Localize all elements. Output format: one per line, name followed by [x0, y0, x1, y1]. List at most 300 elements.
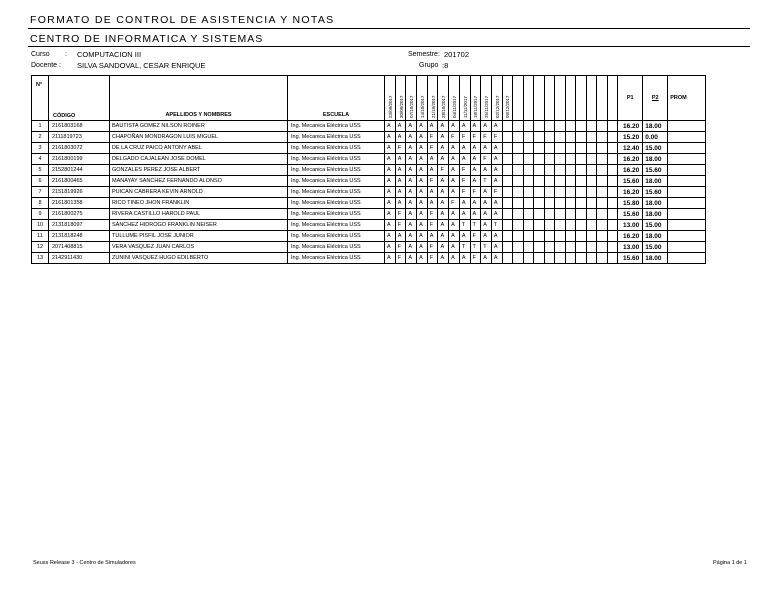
row-number: 13 [32, 253, 49, 264]
attendance-cell: A [470, 176, 481, 187]
student-school: Ing. Mecanica Eléctrica USS [288, 154, 385, 165]
subtitle-rule [28, 46, 750, 47]
curso-value: COMPUTACION III [77, 50, 142, 59]
blank-cell [513, 165, 524, 176]
attendance-cell: A [449, 220, 460, 231]
attendance-cell: A [417, 143, 428, 154]
attendance-cell: A [438, 231, 449, 242]
blank-header [607, 76, 618, 121]
attendance-cell: A [385, 231, 396, 242]
blank-cell [544, 143, 555, 154]
blank-cell [534, 198, 545, 209]
student-code: 2161801358 [49, 198, 110, 209]
blank-header [534, 76, 545, 121]
blank-cell [607, 242, 618, 253]
attendance-cell: F [427, 176, 438, 187]
table-row [32, 198, 706, 209]
student-school: Ing. Mecanica Eléctrica USS [288, 253, 385, 264]
attendance-cell: A [385, 187, 396, 198]
attendance-cell: A [406, 165, 417, 176]
attendance-cell: A [491, 242, 502, 253]
attendance-cell: A [427, 231, 438, 242]
blank-cell [565, 253, 576, 264]
attendance-cell: F [395, 242, 406, 253]
blank-cell [523, 253, 534, 264]
document-subtitle: CENTRO DE INFORMATICA Y SISTEMAS [30, 33, 264, 45]
table-row [32, 187, 706, 198]
attendance-cell: F [427, 220, 438, 231]
grade-p1: 15.80 [618, 198, 643, 209]
blank-header [586, 76, 597, 121]
blank-cell [586, 132, 597, 143]
blank-cell [607, 253, 618, 264]
attendance-cell: A [481, 187, 492, 198]
grade-prom [668, 143, 706, 154]
date-header [417, 76, 428, 121]
attendance-cell: T [459, 220, 470, 231]
student-school: Ing. Mecanica Eléctrica USS [288, 165, 385, 176]
grade-p2: 18.00 [643, 154, 668, 165]
attendance-cell [502, 231, 513, 242]
grupo-label: Grupo [419, 62, 439, 69]
date-header [427, 76, 438, 121]
attendance-cell: A [481, 143, 492, 154]
attendance-cell: A [417, 220, 428, 231]
row-number: 8 [32, 198, 49, 209]
student-code: 2111819723 [49, 132, 110, 143]
blank-cell [607, 187, 618, 198]
blank-cell [534, 154, 545, 165]
date-header [491, 76, 502, 121]
grade-prom [668, 198, 706, 209]
blank-cell [544, 198, 555, 209]
attendance-cell: F [427, 253, 438, 264]
blank-cell [544, 154, 555, 165]
student-name: RIVERA CASTILLO HAROLD PAUL [110, 209, 288, 220]
grade-prom [668, 154, 706, 165]
table-row [32, 220, 706, 231]
attendance-cell: A [395, 176, 406, 187]
blank-cell [534, 209, 545, 220]
blank-cell [534, 165, 545, 176]
table-row [32, 176, 706, 187]
attendance-cell: F [427, 132, 438, 143]
grade-p2: 0.00 [643, 132, 668, 143]
student-name: GONZALES PEREZ JOSE ALBERT [110, 165, 288, 176]
blank-cell [597, 253, 608, 264]
grade-p2: 18.00 [643, 121, 668, 132]
student-code: 2161803168 [49, 121, 110, 132]
blank-cell [607, 143, 618, 154]
blank-cell [513, 253, 524, 264]
date-header [385, 76, 396, 121]
grade-prom [668, 231, 706, 242]
blank-cell [555, 231, 566, 242]
table-row [32, 242, 706, 253]
student-name: PUICAN CABRERA KEVIN ARNOLD [110, 187, 288, 198]
student-code: 2161800275 [49, 209, 110, 220]
attendance-cell: F [470, 253, 481, 264]
blank-cell [607, 154, 618, 165]
blank-cell [597, 187, 608, 198]
date-header-label: 07/10/2017 [409, 95, 415, 118]
date-header-label: 04/11/2017 [451, 95, 457, 118]
grade-p1: 16.20 [618, 121, 643, 132]
blank-cell [513, 187, 524, 198]
blank-cell [597, 165, 608, 176]
blank-cell [555, 198, 566, 209]
blank-cell [607, 198, 618, 209]
blank-cell [534, 220, 545, 231]
student-code: 2152801244 [49, 165, 110, 176]
attendance-cell: A [406, 187, 417, 198]
blank-cell [523, 187, 534, 198]
blank-header [544, 76, 555, 121]
date-header [502, 76, 513, 121]
grade-p2: 18.00 [643, 198, 668, 209]
grade-p1: 15.60 [618, 253, 643, 264]
blank-header [555, 76, 566, 121]
student-school: Ing. Mecanica Eléctrica USS [288, 176, 385, 187]
row-number: 1 [32, 121, 49, 132]
attendance-cell: A [449, 231, 460, 242]
grade-p1: 16.20 [618, 165, 643, 176]
table-row [32, 209, 706, 220]
blank-cell [513, 154, 524, 165]
blank-cell [586, 121, 597, 132]
date-header-label: 21/10/2017 [430, 95, 436, 118]
attendance-cell: A [470, 209, 481, 220]
attendance-cell: A [385, 253, 396, 264]
grade-p2: 15.00 [643, 143, 668, 154]
attendance-cell: A [491, 154, 502, 165]
blank-cell [565, 231, 576, 242]
attendance-cell: A [406, 176, 417, 187]
student-code: 2131818097 [49, 220, 110, 231]
attendance-cell: A [449, 176, 460, 187]
attendance-cell: A [449, 242, 460, 253]
row-number: 2 [32, 132, 49, 143]
attendance-cell: F [481, 132, 492, 143]
student-name: CHAPOÑAN MONDRAGON LUIS MIGUEL [110, 132, 288, 143]
grade-prom [668, 132, 706, 143]
blank-cell [586, 165, 597, 176]
blank-cell [565, 143, 576, 154]
blank-cell [607, 132, 618, 143]
date-header-label: 30/09/2017 [398, 95, 404, 118]
attendance-cell: A [491, 165, 502, 176]
blank-cell [565, 132, 576, 143]
blank-cell [513, 220, 524, 231]
blank-cell [565, 154, 576, 165]
blank-cell [544, 165, 555, 176]
attendance-cell: F [427, 209, 438, 220]
date-header [395, 76, 406, 121]
blank-cell [565, 198, 576, 209]
table-row [32, 165, 706, 176]
attendance-cell: A [438, 209, 449, 220]
grade-p2: 15.00 [643, 242, 668, 253]
blank-cell [523, 220, 534, 231]
student-school: Ing. Mecanica Eléctrica USS [288, 132, 385, 143]
attendance-cell: T [481, 176, 492, 187]
blank-cell [555, 165, 566, 176]
row-number: 5 [32, 165, 49, 176]
blank-cell [544, 176, 555, 187]
blank-cell [565, 220, 576, 231]
blank-cell [607, 176, 618, 187]
attendance-cell: A [395, 121, 406, 132]
blank-cell [576, 242, 587, 253]
blank-cell [523, 165, 534, 176]
blank-cell [586, 220, 597, 231]
blank-cell [534, 253, 545, 264]
grade-p2: 15.00 [643, 220, 668, 231]
blank-cell [534, 143, 545, 154]
attendance-cell: A [406, 242, 417, 253]
grade-p2: 15.60 [643, 187, 668, 198]
blank-cell [607, 209, 618, 220]
col-codigo-header: CÓDIGO [49, 76, 110, 121]
attendance-cell: A [459, 154, 470, 165]
attendance-cell: A [438, 220, 449, 231]
blank-cell [597, 209, 608, 220]
attendance-cell: A [417, 242, 428, 253]
table-row [32, 154, 706, 165]
blank-cell [513, 242, 524, 253]
table-row [32, 231, 706, 242]
attendance-cell [502, 121, 513, 132]
blank-cell [555, 187, 566, 198]
blank-cell [523, 198, 534, 209]
attendance-cell: A [427, 187, 438, 198]
grade-p2: 18.00 [643, 231, 668, 242]
blank-cell [544, 187, 555, 198]
date-header-label: 14/10/2017 [419, 95, 425, 118]
blank-cell [597, 176, 608, 187]
attendance-table [31, 75, 706, 264]
attendance-cell: A [406, 154, 417, 165]
attendance-cell: A [481, 165, 492, 176]
grade-p1: 16.20 [618, 154, 643, 165]
attendance-cell: F [470, 132, 481, 143]
attendance-cell: A [395, 154, 406, 165]
blank-header [565, 76, 576, 121]
semestre-value: 201702 [444, 50, 470, 59]
attendance-cell: A [438, 143, 449, 154]
blank-cell [555, 176, 566, 187]
blank-cell [513, 209, 524, 220]
col-escuela-header: ESCUELA [288, 76, 385, 121]
col-nombres-header: APELLIDOS Y NOMBRES [110, 76, 288, 121]
attendance-cell [502, 242, 513, 253]
attendance-cell: F [438, 165, 449, 176]
blank-cell [534, 242, 545, 253]
blank-cell [544, 121, 555, 132]
attendance-cell: A [385, 165, 396, 176]
blank-cell [576, 187, 587, 198]
footer-page: Página 1 de 1 [713, 560, 747, 566]
attendance-cell: A [417, 253, 428, 264]
blank-cell [576, 253, 587, 264]
attendance-cell: F [395, 143, 406, 154]
attendance-cell [502, 176, 513, 187]
attendance-cell: A [417, 187, 428, 198]
grade-p1: 15.60 [618, 176, 643, 187]
attendance-cell: A [395, 198, 406, 209]
blank-cell [555, 154, 566, 165]
blank-cell [576, 231, 587, 242]
blank-cell [555, 209, 566, 220]
docente-value: SILVA SANDOVAL, CESAR ENRIQUE [77, 61, 206, 70]
grade-prom [668, 176, 706, 187]
blank-cell [586, 231, 597, 242]
blank-cell [576, 121, 587, 132]
attendance-cell: A [427, 121, 438, 132]
blank-cell [607, 231, 618, 242]
grade-prom [668, 220, 706, 231]
table-row [32, 253, 706, 264]
attendance-cell: F [459, 187, 470, 198]
attendance-cell: A [385, 143, 396, 154]
blank-cell [555, 242, 566, 253]
blank-cell [523, 143, 534, 154]
date-header-label: 28/10/2017 [441, 95, 447, 118]
grade-p2: 18.00 [643, 253, 668, 264]
blank-cell [544, 253, 555, 264]
attendance-cell: T [459, 242, 470, 253]
attendance-cell: A [449, 253, 460, 264]
attendance-cell: A [481, 121, 492, 132]
attendance-cell: A [385, 176, 396, 187]
attendance-cell: A [406, 198, 417, 209]
blank-header [513, 76, 524, 121]
blank-cell [586, 209, 597, 220]
grade-prom [668, 187, 706, 198]
blank-cell [597, 143, 608, 154]
attendance-cell: A [385, 209, 396, 220]
curso-separator: : [65, 51, 67, 58]
blank-cell [523, 176, 534, 187]
attendance-cell: A [449, 209, 460, 220]
blank-cell [597, 220, 608, 231]
grade-p1: 12.40 [618, 143, 643, 154]
blank-cell [607, 165, 618, 176]
blank-cell [597, 121, 608, 132]
date-header [449, 76, 460, 121]
student-code: 2071408815 [49, 242, 110, 253]
student-name: SÁNCHEZ HIDROGO FRANKLIN NEISER [110, 220, 288, 231]
attendance-cell [502, 198, 513, 209]
col-p1-header: P1 [618, 76, 643, 121]
attendance-cell: A [459, 198, 470, 209]
attendance-cell: F [449, 132, 460, 143]
attendance-cell: A [438, 187, 449, 198]
col-num-header: N° [32, 76, 49, 121]
blank-cell [576, 209, 587, 220]
blank-cell [544, 242, 555, 253]
blank-cell [597, 132, 608, 143]
blank-cell [586, 198, 597, 209]
student-school: Ing. Mecanica Eléctrica USS [288, 209, 385, 220]
blank-header [576, 76, 587, 121]
document-title: FORMATO DE CONTROL DE ASISTENCIA Y NOTAS [30, 14, 335, 26]
blank-cell [576, 132, 587, 143]
curso-label: Curso [31, 51, 50, 58]
attendance-cell: F [481, 154, 492, 165]
attendance-cell: A [406, 132, 417, 143]
attendance-cell: A [470, 198, 481, 209]
attendance-cell: A [417, 176, 428, 187]
row-number: 6 [32, 176, 49, 187]
footer-left: Seuss Release 3 - Centro de Simuladores [33, 560, 136, 566]
attendance-cell [502, 253, 513, 264]
blank-cell [523, 121, 534, 132]
grade-p1: 16.20 [618, 187, 643, 198]
attendance-cell [502, 132, 513, 143]
attendance-cell: A [481, 198, 492, 209]
attendance-cell: A [449, 165, 460, 176]
attendance-cell: A [438, 198, 449, 209]
attendance-cell: A [417, 209, 428, 220]
blank-cell [555, 132, 566, 143]
attendance-cell: A [449, 121, 460, 132]
attendance-cell [502, 209, 513, 220]
blank-cell [534, 132, 545, 143]
date-header-label: 23/09/2017 [387, 95, 393, 118]
attendance-cell: A [449, 143, 460, 154]
student-name: BAUTISTA GOMEZ NILSON ROINER [110, 121, 288, 132]
attendance-cell: A [385, 198, 396, 209]
blank-cell [534, 176, 545, 187]
blank-cell [607, 220, 618, 231]
attendance-cell: A [449, 187, 460, 198]
attendance-cell: T [491, 220, 502, 231]
blank-cell [565, 242, 576, 253]
grade-p1: 15.60 [618, 209, 643, 220]
title-rule [28, 28, 750, 29]
attendance-cell: T [470, 220, 481, 231]
attendance-cell: A [491, 143, 502, 154]
attendance-cell: A [406, 220, 417, 231]
grade-p1: 13.00 [618, 242, 643, 253]
table-row [32, 132, 706, 143]
student-name: ZUNINI VASQUEZ HUGO EDILBERTO [110, 253, 288, 264]
attendance-cell [502, 143, 513, 154]
blank-cell [565, 176, 576, 187]
attendance-cell [502, 165, 513, 176]
student-code: 2161803072 [49, 143, 110, 154]
student-name: DELGADO CAJALEAN JOSE DOMEL [110, 154, 288, 165]
date-header-label: 18/11/2017 [473, 95, 479, 118]
student-code: 2151819926 [49, 187, 110, 198]
grade-prom [668, 121, 706, 132]
blank-cell [576, 143, 587, 154]
blank-cell [544, 220, 555, 231]
attendance-cell: A [481, 209, 492, 220]
attendance-cell: A [395, 231, 406, 242]
blank-cell [555, 220, 566, 231]
attendance-cell: A [385, 154, 396, 165]
grade-p1: 16.20 [618, 231, 643, 242]
table-row [32, 121, 706, 132]
attendance-cell: A [459, 121, 470, 132]
attendance-cell: T [481, 242, 492, 253]
attendance-cell [502, 187, 513, 198]
student-school: Ing. Mecanica Eléctrica USS [288, 220, 385, 231]
student-school: Ing. Mecanica Eléctrica USS [288, 198, 385, 209]
blank-cell [607, 121, 618, 132]
